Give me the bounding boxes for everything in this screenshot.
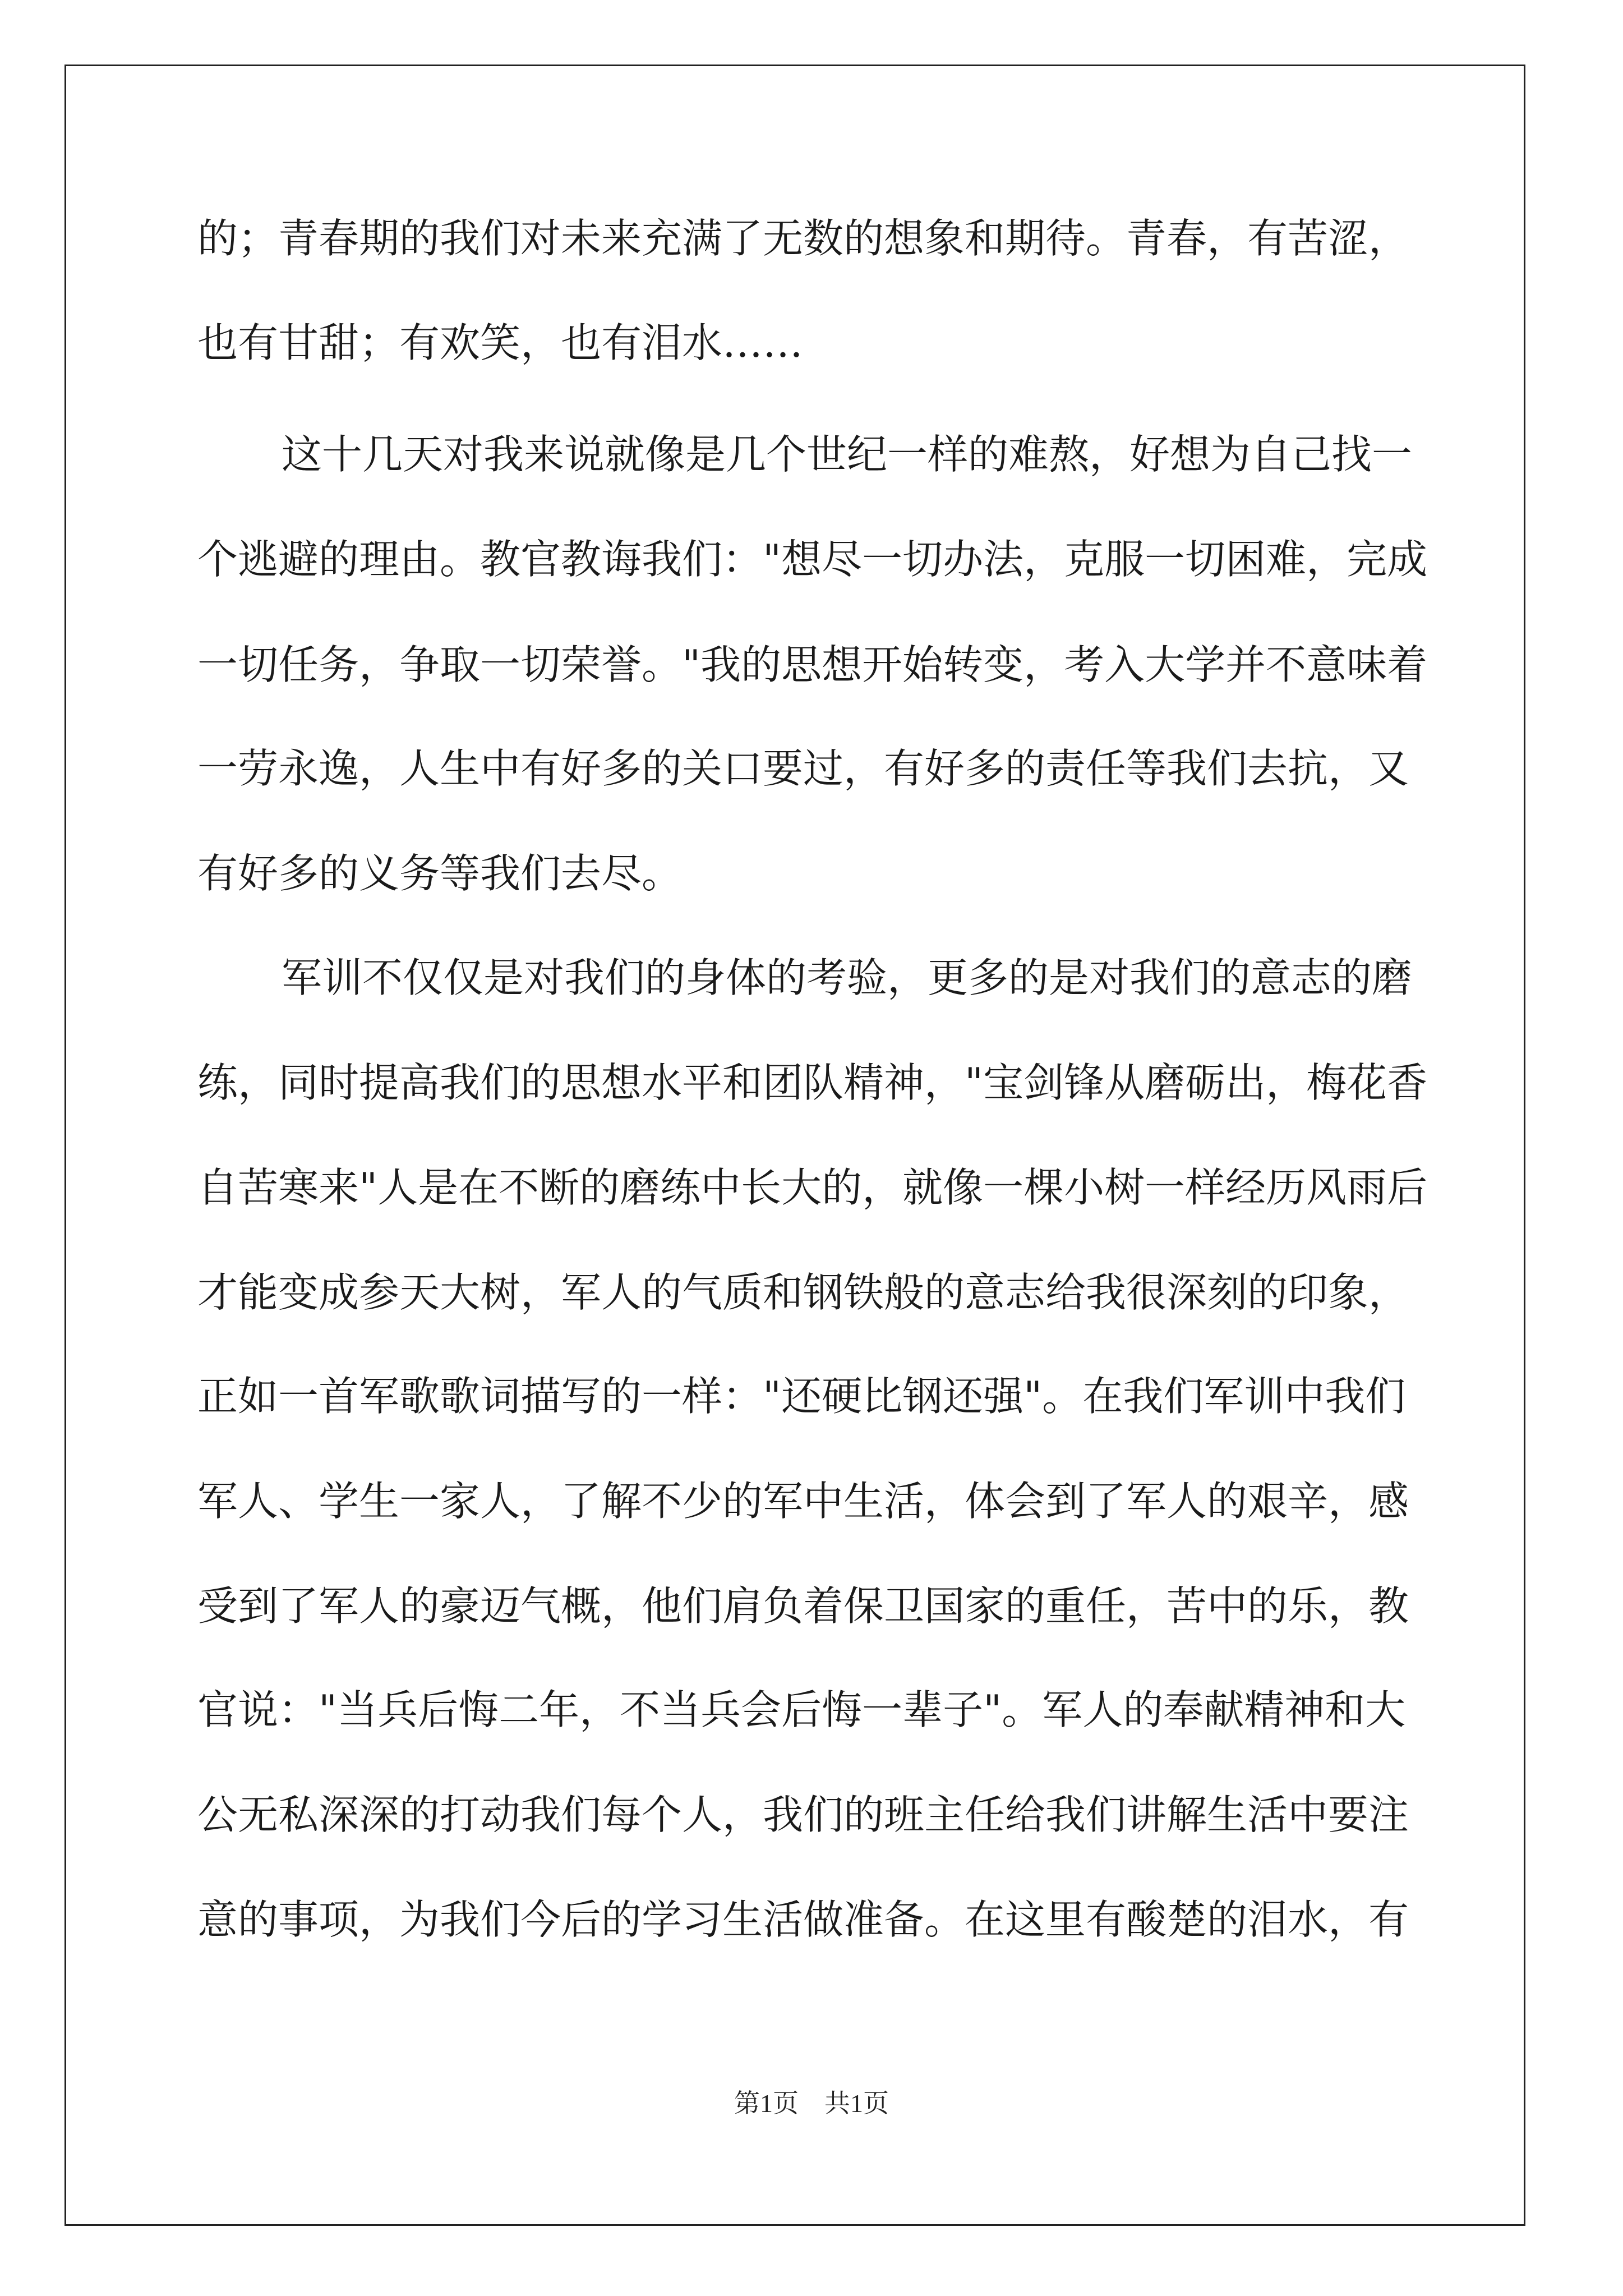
text-line: 个逃避的理由。教官教诲我们："想尽一切办法，克服一切困难，完成 xyxy=(197,536,1428,583)
text-line: 公无私深深的打动我们每个人，我们的班主任给我们讲解生活中要注 xyxy=(197,1791,1409,1838)
page-footer: 第1页 共1页 xyxy=(734,2089,889,2118)
text-line: 受到了军人的豪迈气概，他们肩负着保卫国家的重任，苦中的乐，教 xyxy=(197,1582,1409,1630)
text-line: 官说："当兵后悔二年，不当兵会后悔一辈子"。军人的奉献精神和大 xyxy=(197,1686,1406,1733)
text-line: 的；青春期的我们对未来充满了无数的想象和期待。青春，有苦涩， xyxy=(197,215,1409,262)
text-line: 有好多的义务等我们去尽。 xyxy=(197,850,683,897)
text-line: 这十几天对我来说就像是几个世纪一样的难熬，好想为自己找一 xyxy=(282,431,1413,478)
text-line: 自苦寒来"人是在不断的磨练中长大的，就像一棵小树一样经历风雨后 xyxy=(197,1164,1428,1211)
text-line: 军人、学生一家人，了解不少的军中生活，体会到了军人的艰辛，感 xyxy=(197,1478,1409,1525)
text-line: 正如一首军歌歌词描写的一样："还硬比钢还强"。在我们军训中我们 xyxy=(197,1373,1406,1420)
text-line: 练，同时提高我们的思想水平和团队精神，"宝剑锋从磨砺出，梅花香 xyxy=(197,1059,1428,1106)
text-line: 军训不仅仅是对我们的身体的考验，更多的是对我们的意志的磨 xyxy=(282,954,1413,1001)
text-line: 一切任务，争取一切荣誉。"我的思想开始转变，考入大学并不意味着 xyxy=(197,641,1428,688)
text-line: 一劳永逸，人生中有好多的关口要过，有好多的责任等我们去抗，又 xyxy=(197,745,1409,792)
text-line: 才能变成参天大树，军人的气质和钢铁般的意志给我很深刻的印象， xyxy=(197,1269,1409,1316)
text-line: 也有甘甜；有欢笑，也有泪水…… xyxy=(197,319,804,366)
text-line: 意的事项，为我们今后的学习生活做准备。在这里有酸楚的泪水，有 xyxy=(197,1896,1409,1943)
